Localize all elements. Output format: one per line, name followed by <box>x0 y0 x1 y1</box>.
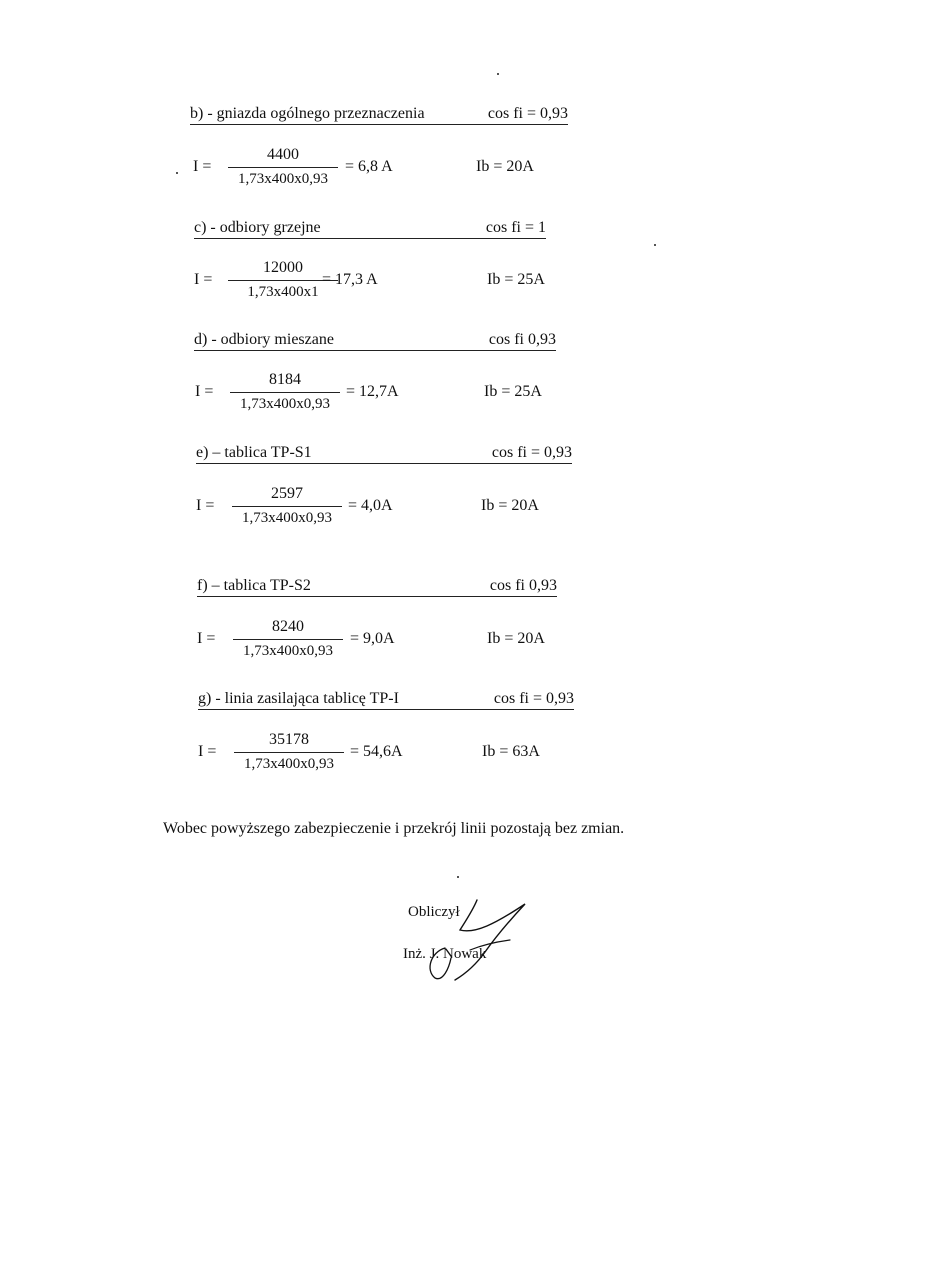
section-e-fraction <box>232 484 342 529</box>
scan-speck <box>654 244 656 246</box>
section-f-cos: cos fi 0,93 <box>489 577 557 594</box>
section-f-denominator: 1,73x400x0,93 <box>243 643 333 659</box>
scan-speck <box>176 172 178 174</box>
section-e-heading <box>196 443 572 464</box>
section-f-numerator: 8240 <box>233 617 343 640</box>
section-b-fraction <box>228 145 338 190</box>
section-g-fraction <box>234 730 344 775</box>
section-f-fraction <box>233 617 343 662</box>
section-f-ib: Ib = 20A <box>487 630 545 647</box>
section-d-ib: Ib = 25A <box>484 383 542 400</box>
section-b-result: = 6,8 A <box>345 158 393 175</box>
section-c-heading <box>194 218 546 239</box>
section-d-heading <box>194 330 556 351</box>
section-f-heading <box>197 576 557 597</box>
section-e-numerator: 2597 <box>232 484 342 507</box>
handwritten-signature <box>415 890 535 990</box>
section-e-cos: cos fi = 0,93 <box>491 444 572 461</box>
section-e-calculation <box>0 484 942 532</box>
section-d-result: = 12,7A <box>346 383 399 400</box>
section-b-ib: Ib = 20A <box>476 158 534 175</box>
section-g-denominator: 1,73x400x0,93 <box>244 756 334 772</box>
section-e-title: e) – tablica TP-S1 <box>196 444 312 461</box>
section-d-cos: cos fi 0,93 <box>488 331 556 348</box>
section-e-result: = 4,0A <box>348 497 393 514</box>
section-g-ib: Ib = 63A <box>482 743 540 760</box>
section-c-ib: Ib = 25A <box>487 271 545 288</box>
section-g-heading <box>198 689 574 710</box>
engineer-name: Inż. J. Nowak <box>403 946 487 962</box>
section-d-numerator: 8184 <box>230 370 340 393</box>
section-c-title: c) - odbiory grzejne <box>194 219 321 236</box>
section-d-lhs: I = <box>195 383 214 400</box>
section-b-title: b) - gniazda ogólnego przeznaczenia <box>190 105 425 122</box>
section-g-calculation <box>0 730 942 778</box>
scan-speck <box>497 73 499 75</box>
section-b-cos: cos fi = 0,93 <box>487 105 568 122</box>
section-b-heading <box>190 104 568 125</box>
calculated-by-label: Obliczył <box>408 904 460 920</box>
section-f-lhs: I = <box>197 630 216 647</box>
section-f-title: f) – tablica TP-S2 <box>197 577 311 594</box>
section-d-fraction <box>230 370 340 415</box>
conclusion-text: Wobec powyższego zabezpieczenie i przekrój linii pozostają bez zmian. <box>163 820 625 837</box>
section-c-result: = 17,3 A <box>322 271 378 288</box>
section-g-result: = 54,6A <box>350 743 403 760</box>
section-d-calculation <box>0 370 942 418</box>
section-b-calculation <box>0 145 942 193</box>
section-f-calculation <box>0 617 942 665</box>
section-c-cos: cos fi = 1 <box>485 219 546 236</box>
section-b-denominator: 1,73x400x0,93 <box>238 171 328 187</box>
section-d-title: d) - odbiory mieszane <box>194 331 334 348</box>
section-c-denominator: 1,73x400x1 <box>247 284 319 300</box>
section-g-numerator: 35178 <box>234 730 344 753</box>
section-e-lhs: I = <box>196 497 215 514</box>
section-c-lhs: I = <box>194 271 213 288</box>
section-b-numerator: 4400 <box>228 145 338 168</box>
section-b-lhs: I = <box>193 158 212 175</box>
section-g-title: g) - linia zasilająca tablicę TP-I <box>198 690 399 707</box>
section-f-result: = 9,0A <box>350 630 395 647</box>
section-g-cos: cos fi = 0,93 <box>493 690 574 707</box>
section-d-denominator: 1,73x400x0,93 <box>240 396 330 412</box>
scan-speck <box>457 876 459 878</box>
section-c-calculation <box>0 258 942 306</box>
section-e-ib: Ib = 20A <box>481 497 539 514</box>
section-g-lhs: I = <box>198 743 217 760</box>
section-c-numerator: 12000 <box>228 258 338 281</box>
section-e-denominator: 1,73x400x0,93 <box>242 510 332 526</box>
